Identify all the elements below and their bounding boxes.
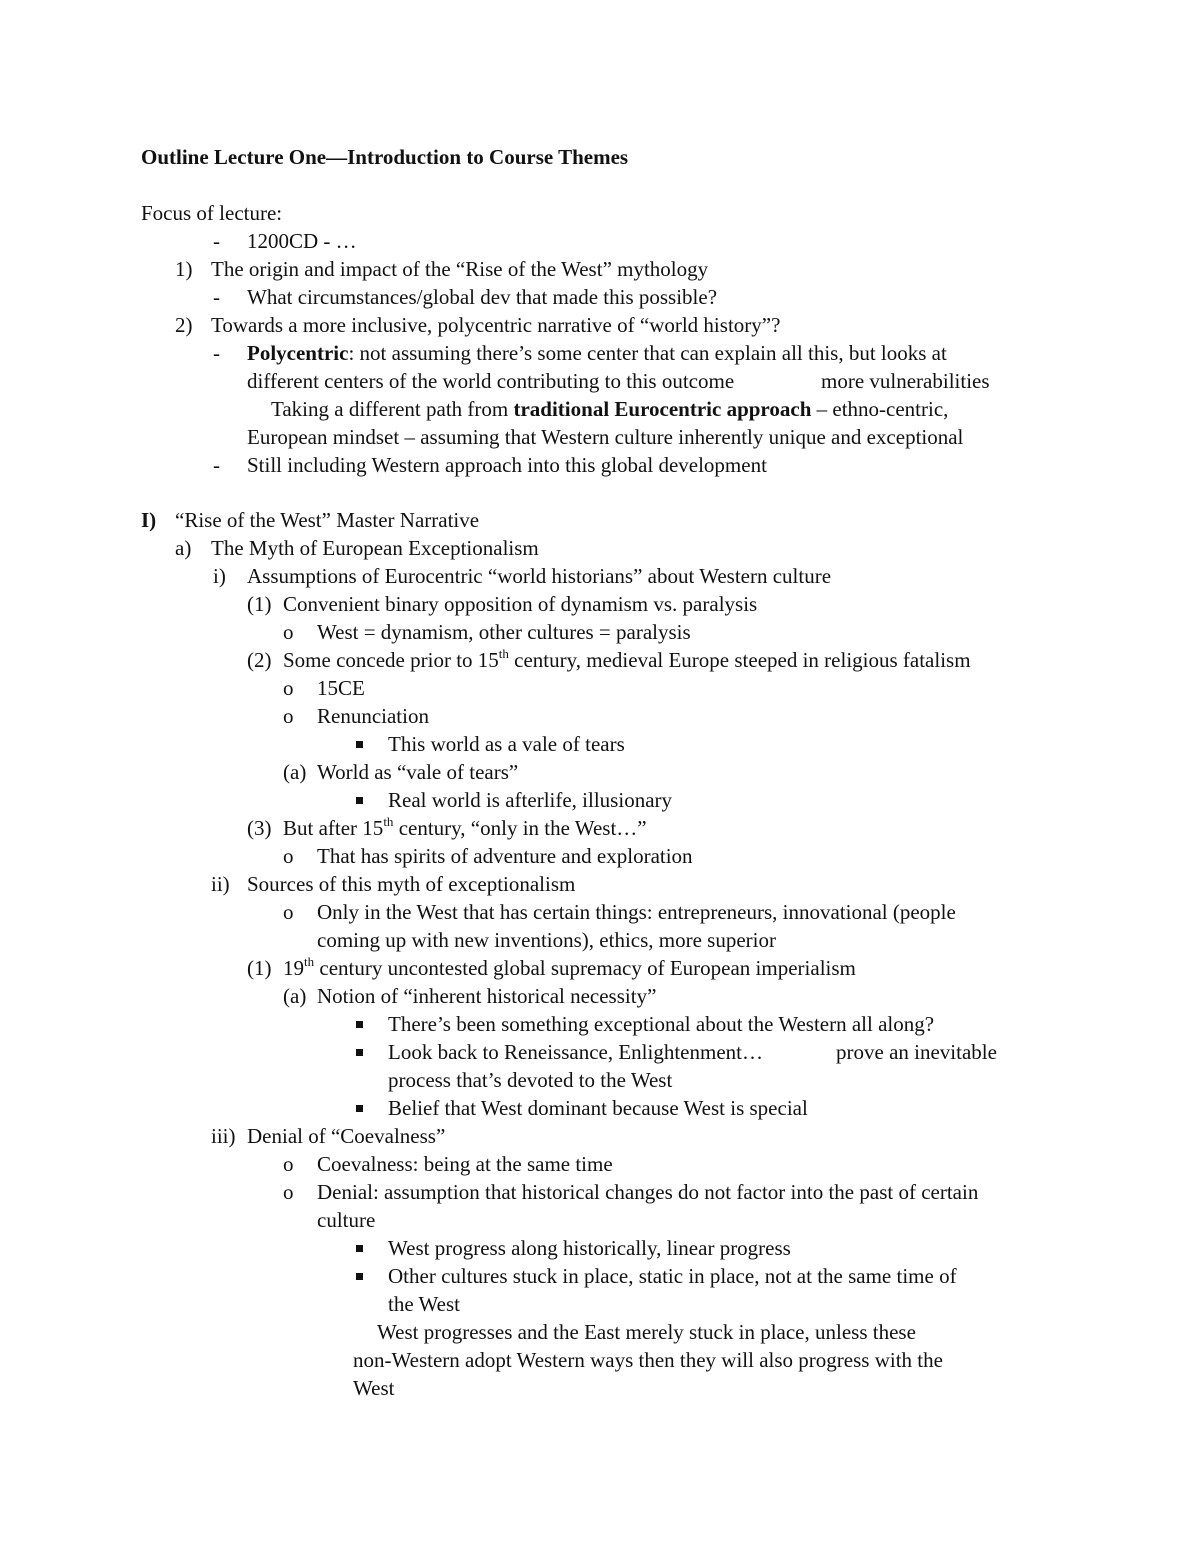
- list-marker-1: 1): [175, 257, 193, 281]
- list-marker-ii: ii): [211, 872, 230, 896]
- polycentric-term: Polycentric: [247, 341, 349, 365]
- point-1: Convenient binary opposition of dynamism vs. paralysis: [283, 592, 758, 616]
- square-bullet: [356, 741, 363, 748]
- still-including-line: Still including Western approach into this global development: [247, 453, 767, 477]
- denial-bullet-1: West progress along historically, linear progress: [388, 1236, 791, 1260]
- sources-point-a: Notion of “inherent historical necessity”: [317, 984, 657, 1008]
- denial-bullet-2-cont: the West: [388, 1292, 460, 1316]
- superscript: th: [304, 954, 315, 969]
- sources-point-1-text: 19: [283, 956, 304, 980]
- list-marker-i: i): [213, 564, 226, 588]
- taking-path-line: [271, 395, 948, 423]
- point-2-text-end: century, medieval Europe steeped in religious fatalism: [508, 648, 971, 672]
- subsection-ii: Sources of this myth of exceptionalism: [247, 872, 576, 896]
- conclusion-line-3: West: [353, 1376, 395, 1400]
- coevalness-definition: Coevalness: being at the same time: [317, 1152, 613, 1176]
- point-a: World as “vale of tears”: [317, 760, 519, 784]
- polycentric-def: : not assuming there’s some center that can explain all this, but looks at: [348, 341, 947, 365]
- sources-point-1: [283, 954, 856, 982]
- denial-definition-cont: culture: [317, 1208, 376, 1232]
- subsection-iii: Denial of “Coevalness”: [247, 1124, 446, 1148]
- taking-path-text-end: – ethno-centric,: [811, 397, 949, 421]
- subsection-a: The Myth of European Exceptionalism: [211, 536, 539, 560]
- sources-bullet-2: Look back to Reneissance, Enlightenment…: [388, 1040, 763, 1064]
- document-title: Outline Lecture One—Introduction to Course Themes: [141, 145, 629, 169]
- sources-detail: Only in the West that has certain things: entrepreneurs, innovational (people: [317, 900, 956, 924]
- circle-bullet: o: [283, 1152, 294, 1176]
- european-mindset-line: European mindset – assuming that Western culture inherently unique and exceptional: [247, 425, 964, 449]
- point-a-detail: Real world is afterlife, illusionary: [388, 788, 673, 812]
- dash-marker: -: [213, 341, 220, 365]
- focus-item-2: Towards a more inclusive, polycentric narrative of “world history”?: [211, 313, 781, 337]
- list-marker-n1: (1): [247, 592, 272, 616]
- sources-point-1-text-end: century uncontested global supremacy of European imperialism: [314, 956, 856, 980]
- list-marker-a: a): [175, 536, 192, 560]
- polycentric-def-cont: different centers of the world contributing to this outcome: [247, 369, 735, 393]
- dash-marker: -: [213, 285, 220, 309]
- sources-bullet-2-mid: prove an inevitable: [836, 1040, 997, 1064]
- conclusion-line-2: non-Western adopt Western ways then they will also progress with the: [353, 1348, 943, 1372]
- section-marker-I: I): [141, 508, 157, 532]
- conclusion-line-1: West progresses and the East merely stuck in place, unless these: [377, 1320, 916, 1344]
- denial-bullet-2: Other cultures stuck in place, static in place, not at the same time of: [388, 1264, 957, 1288]
- sources-detail-cont: coming up with new inventions), ethics, more superior: [317, 928, 776, 952]
- list-marker-n3: (3): [247, 816, 272, 840]
- sources-bullet-1: There’s been something exceptional about the Western all along?: [388, 1012, 935, 1036]
- focus-label: Focus of lecture:: [141, 201, 283, 225]
- focus-item-1: The origin and impact of the “Rise of the West” mythology: [211, 257, 709, 281]
- point-3: [283, 814, 647, 842]
- dash-marker: -: [213, 229, 220, 253]
- point-3-text-end: century, “only in the West…”: [393, 816, 647, 840]
- superscript: th: [383, 814, 394, 829]
- point-2-detail-1: 15CE: [317, 676, 365, 700]
- denial-definition: Denial: assumption that historical changes do not factor into the past of certain: [317, 1180, 979, 1204]
- sources-bullet-2-cont: process that’s devoted to the West: [388, 1068, 673, 1092]
- superscript: th: [498, 646, 509, 661]
- square-bullet: [356, 1049, 363, 1056]
- point-3-text: But after 15: [283, 816, 384, 840]
- circle-bullet: o: [283, 704, 294, 728]
- point-2-text: Some concede prior to 15: [283, 648, 499, 672]
- section-heading-I: “Rise of the West” Master Narrative: [175, 508, 480, 532]
- circle-bullet: o: [283, 1180, 294, 1204]
- square-bullet: [356, 1273, 363, 1280]
- circle-bullet: o: [283, 620, 294, 644]
- list-marker-a-paren: (a): [283, 984, 307, 1008]
- subsection-i: Assumptions of Eurocentric “world historians” about Western culture: [247, 564, 832, 588]
- polycentric-def-vulnerabilities: more vulnerabilities: [821, 369, 990, 393]
- eurocentric-term: traditional Eurocentric approach: [513, 397, 812, 421]
- circle-bullet: o: [283, 844, 294, 868]
- focus-item-1-sub: What circumstances/global dev that made this possible?: [247, 285, 718, 309]
- list-marker-n1: (1): [247, 956, 272, 980]
- focus-item-date: 1200CD - …: [247, 229, 357, 253]
- list-marker-2: 2): [175, 313, 193, 337]
- circle-bullet: o: [283, 900, 294, 924]
- square-bullet: [356, 1245, 363, 1252]
- polycentric-line: [247, 339, 947, 367]
- square-bullet: [356, 797, 363, 804]
- sources-bullet-3: Belief that West dominant because West is special: [388, 1096, 808, 1120]
- taking-path-text: Taking a different path from: [271, 397, 514, 421]
- list-marker-a-paren: (a): [283, 760, 307, 784]
- point-2: [283, 646, 971, 674]
- point-3-detail: That has spirits of adventure and exploration: [317, 844, 693, 868]
- point-1-detail: West = dynamism, other cultures = paralysis: [317, 620, 691, 644]
- point-2-detail-2: Renunciation: [317, 704, 429, 728]
- circle-bullet: o: [283, 676, 294, 700]
- list-marker-n2: (2): [247, 648, 272, 672]
- square-bullet: [356, 1105, 363, 1112]
- dash-marker: -: [213, 453, 220, 477]
- list-marker-iii: iii): [211, 1124, 236, 1148]
- point-2-subdetail: This world as a vale of tears: [388, 732, 625, 756]
- square-bullet: [356, 1021, 363, 1028]
